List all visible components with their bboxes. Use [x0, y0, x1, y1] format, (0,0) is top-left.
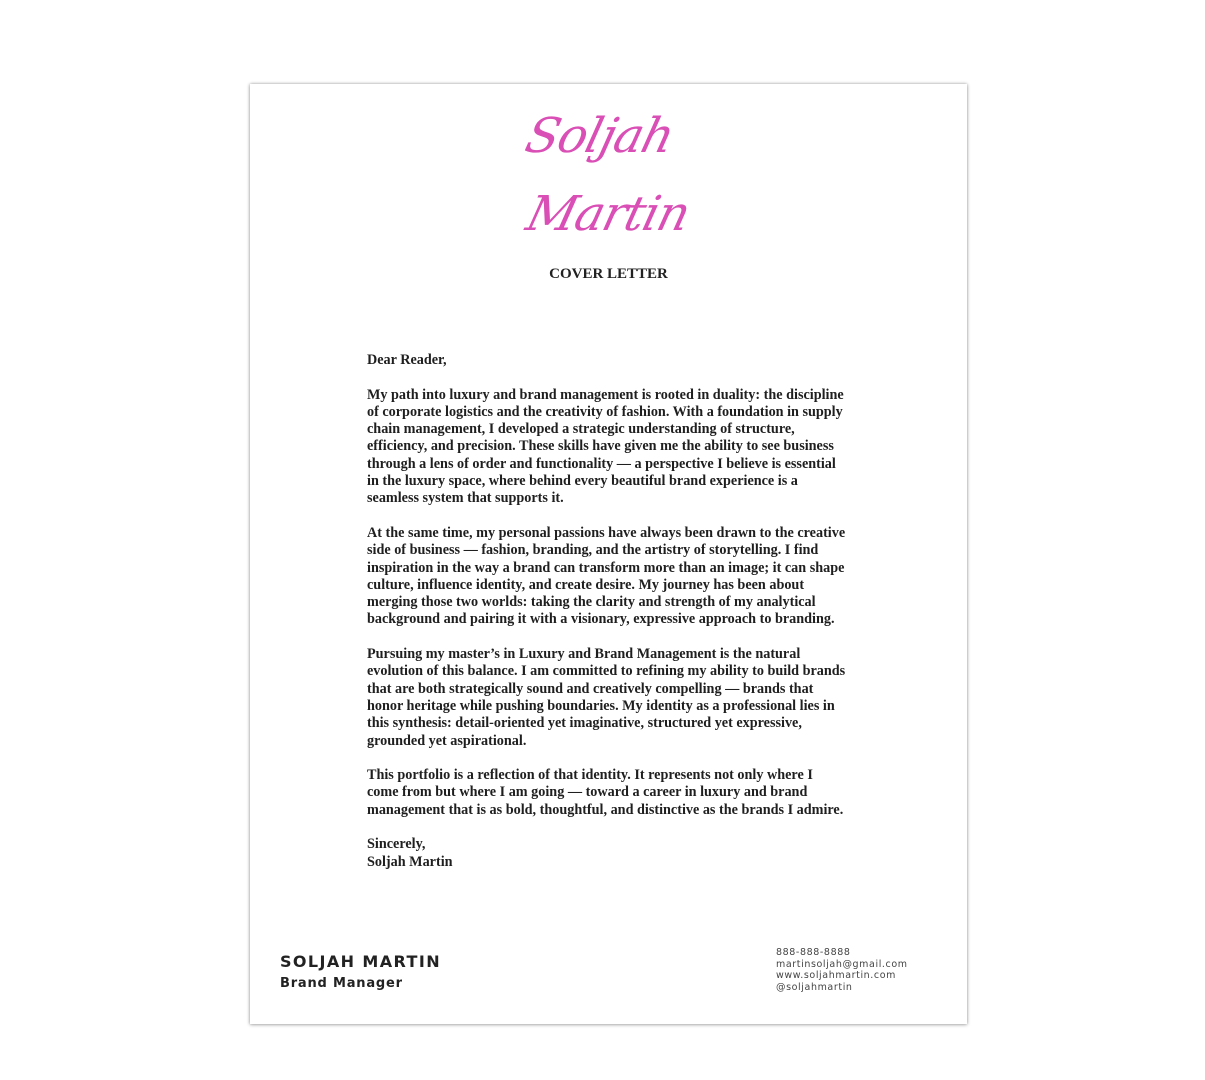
footer-role: Brand Manager — [280, 976, 403, 991]
script-last-name: Martin — [521, 186, 696, 242]
paragraph: My path into luxury and brand management is rooted in duality: the discipline of corporate logistics and the creativity of fashion. With a foundation in supply chain management, I developed a strategic understanding of structure, efficiency, and precision. These skills have given me the ability to see business through a lens of order and functionality — a perspective I believe is essential in the luxury space, where behind every beautiful brand experience is a seamless system that supports it. — [367, 386, 844, 507]
closing: Sincerely, — [367, 836, 426, 853]
script-first-name: Soljah — [520, 108, 680, 164]
contact-phone: 888-888-8888 — [776, 947, 851, 958]
contact-block — [776, 947, 908, 993]
footer-name: SOLJAH MARTIN — [280, 952, 441, 971]
contact-website[interactable]: www.soljahmartin.com — [776, 970, 897, 981]
paragraph: Pursuing my master’s in Luxury and Brand Management is the natural evolution of this balance. I am committed to refining my ability to build brands that are both strategically sound and creatively compelling — brands that honor heritage while pushing boundaries. My identity as a professional lies in this synthesis: detail-oriented yet imaginative, structured yet expressive, grounded yet aspirational. — [367, 646, 846, 749]
contact-email[interactable]: martinsoljah@gmail.com — [776, 958, 908, 970]
signature: Soljah Martin — [367, 853, 453, 870]
letter-body — [367, 352, 847, 871]
salutation: Dear Reader, — [367, 352, 447, 368]
page-title: COVER LETTER — [549, 266, 668, 282]
paragraph: This portfolio is a reflection of that identity. It represents not only where I come from but where I am going — toward a career in luxury and brand management that is as bold, thoughtful, and distinctive as the brands I admire. — [367, 767, 844, 818]
contact-handle[interactable]: @soljahmartin — [776, 981, 853, 993]
paragraph: At the same time, my personal passions have always been drawn to the creative side of business — fashion, branding, and the artistry of storytelling. I find inspiration in the way a brand can transform more than an image; it can shape culture, influence identity, and create desire. My journey has been about merging those two worlds: taking the clarity and strength of my analytical background and pairing it with a visionary, expressive approach to branding. — [367, 524, 846, 628]
letter-page — [250, 84, 967, 1024]
